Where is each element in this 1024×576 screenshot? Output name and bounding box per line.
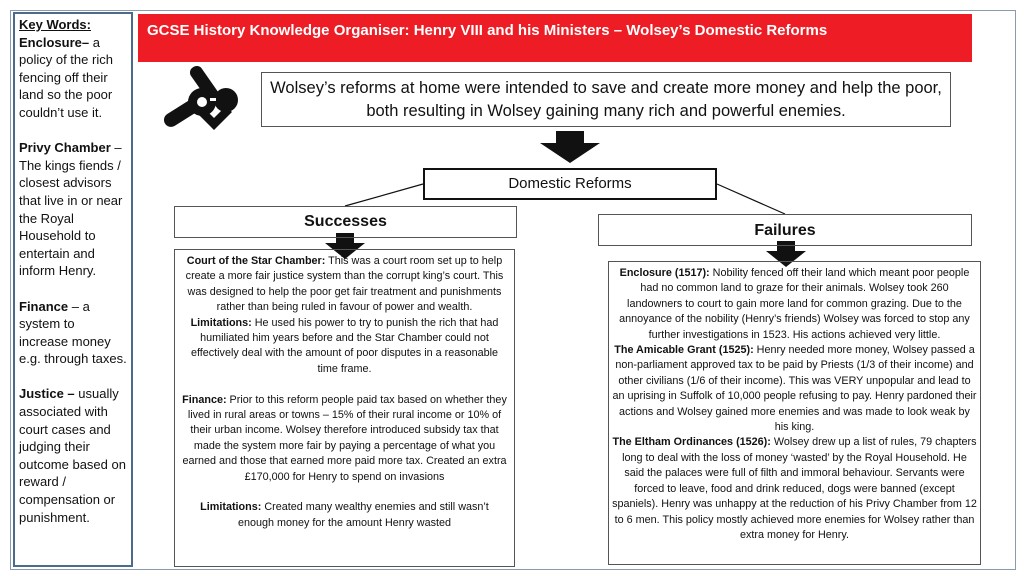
failures-heading-text: Failures	[754, 222, 816, 239]
key-word-enclosure	[19, 34, 127, 122]
section-text: Wolsey drew up a list of rules, 79 chapters long to deal with the loss of money ‘wasted’ by the Royal Household. He said the palaces were full of filth and immoral behaviour. Servants were forced to leave, food and drink reduced, dogs were banned (except spaniels). Henry was unhappy at the reduction of his Privy Chamber from 12 to 6 men. This policy mostly achieved more enemies for Wolsey rather than extra money for Henry.	[612, 436, 977, 541]
key-word-definition: The kings fiends / closest advisors that live in or near the Royal Household to entertain and inform Henry.	[19, 157, 123, 279]
success-finance-limitations	[181, 500, 508, 531]
section-title: Enclosure (1517):	[619, 267, 710, 279]
key-word-definition: usually associated with court cases and judging their outcome based on reward / compensation or punishment.	[19, 386, 126, 525]
key-word-term: Finance	[19, 298, 69, 314]
section-text: Henry needed more money, Wolsey passed a non-parliament approved tax to be paid by Priests (1/3 of their income) and other civilians (1/6 of their income). This was VERY unpopular and lead to an uprising in Suffolk of 10,000 people refusing to pay. Henry pardoned their actions and Wolsey gained more enemies and was made to look weak by his king.	[612, 344, 977, 434]
section-title: The Eltham Ordinances (1526):	[612, 436, 771, 449]
failure-enclosure	[612, 266, 977, 343]
key-word-privy-chamber	[19, 139, 127, 280]
failures-panel	[608, 261, 981, 565]
key-words-title: Key Words:	[19, 17, 91, 32]
failure-eltham-ordinances	[612, 435, 977, 543]
key-word-sep: –	[110, 140, 122, 156]
intro-text: Wolsey’s reforms at home were intended to save and create more money and help the poor, both resulting in Wolsey gaining many rich and powerful enemies.	[270, 79, 942, 120]
key-word-sep: –	[81, 34, 90, 50]
domestic-reforms-box	[423, 168, 717, 200]
success-star-chamber	[181, 254, 508, 316]
key-word-definition: a policy of the rich fencing off their land so the poor couldn’t use it.	[19, 34, 113, 120]
key-word-sep: –	[68, 298, 79, 314]
section-title: Limitations:	[200, 501, 262, 514]
section-text: This was a court room set up to help create a more fair justice system than the corrupt king’s court. This was designed to help the poor get fair treatment and punishments rather than being ruled in favour of power and wealth.	[185, 255, 504, 314]
successes-panel	[174, 249, 515, 567]
section-text: Nobility fenced off their land which meant poor people had no common land to graze for their animals. Wolsey took 260 landowners to court to gain more land for common grazing. Due to the annoyance of the nobility (Henry’s friends) Wolsey was forced to stop any further investigations in 1523. His actions achieved very little.	[619, 267, 970, 341]
justice-handshake-icon	[158, 62, 240, 140]
down-arrow-icon	[538, 131, 602, 163]
key-word-term: Enclosure	[19, 34, 82, 50]
failure-amicable-grant	[612, 343, 977, 435]
section-text: He used his power to try to punish the rich that had humiliated him years before and the Star Chamber could not effectively deal with the amount of poor disputes in a reasonable time frame.	[190, 316, 499, 375]
section-title: Finance:	[182, 393, 227, 406]
key-word-term: Privy Chamber	[19, 140, 111, 156]
key-word-term: Justice –	[19, 386, 75, 402]
section-title: Limitations:	[190, 316, 252, 329]
page-title: GCSE History Knowledge Organiser: Henry VIII and his Ministers – Wolsey’s Domestic Reforms	[147, 22, 828, 39]
key-words-sidebar	[13, 12, 133, 567]
section-title: Court of the Star Chamber:	[186, 255, 326, 267]
key-word-definition: a system to increase money e.g. through taxes.	[19, 298, 127, 367]
key-word-finance	[19, 298, 127, 368]
section-title: The Amicable Grant (1525):	[614, 344, 754, 357]
section-text: Created many wealthy enemies and still wasn’t enough money for the amount Henry wasted	[237, 501, 489, 529]
successes-heading	[174, 206, 517, 238]
success-finance	[181, 393, 508, 485]
failures-heading	[598, 214, 972, 246]
successes-heading-text: Successes	[304, 213, 387, 230]
page-title-banner	[138, 14, 972, 62]
success-star-chamber-limitations	[181, 316, 508, 378]
domestic-reforms-label: Domestic Reforms	[508, 175, 632, 192]
intro-statement	[261, 72, 951, 127]
section-text: Prior to this reform people paid tax based on whether they lived in rural areas or towns – 15% of their rural income or 10% of their urban income. Wolsey therefore introduced subsidy tax that made the system more fair by paying a percentage of what you earned and those that earned more paid more tax. Created an extra £170,000 for Henry to spend on invasions	[182, 393, 507, 483]
key-word-justice	[19, 385, 127, 526]
